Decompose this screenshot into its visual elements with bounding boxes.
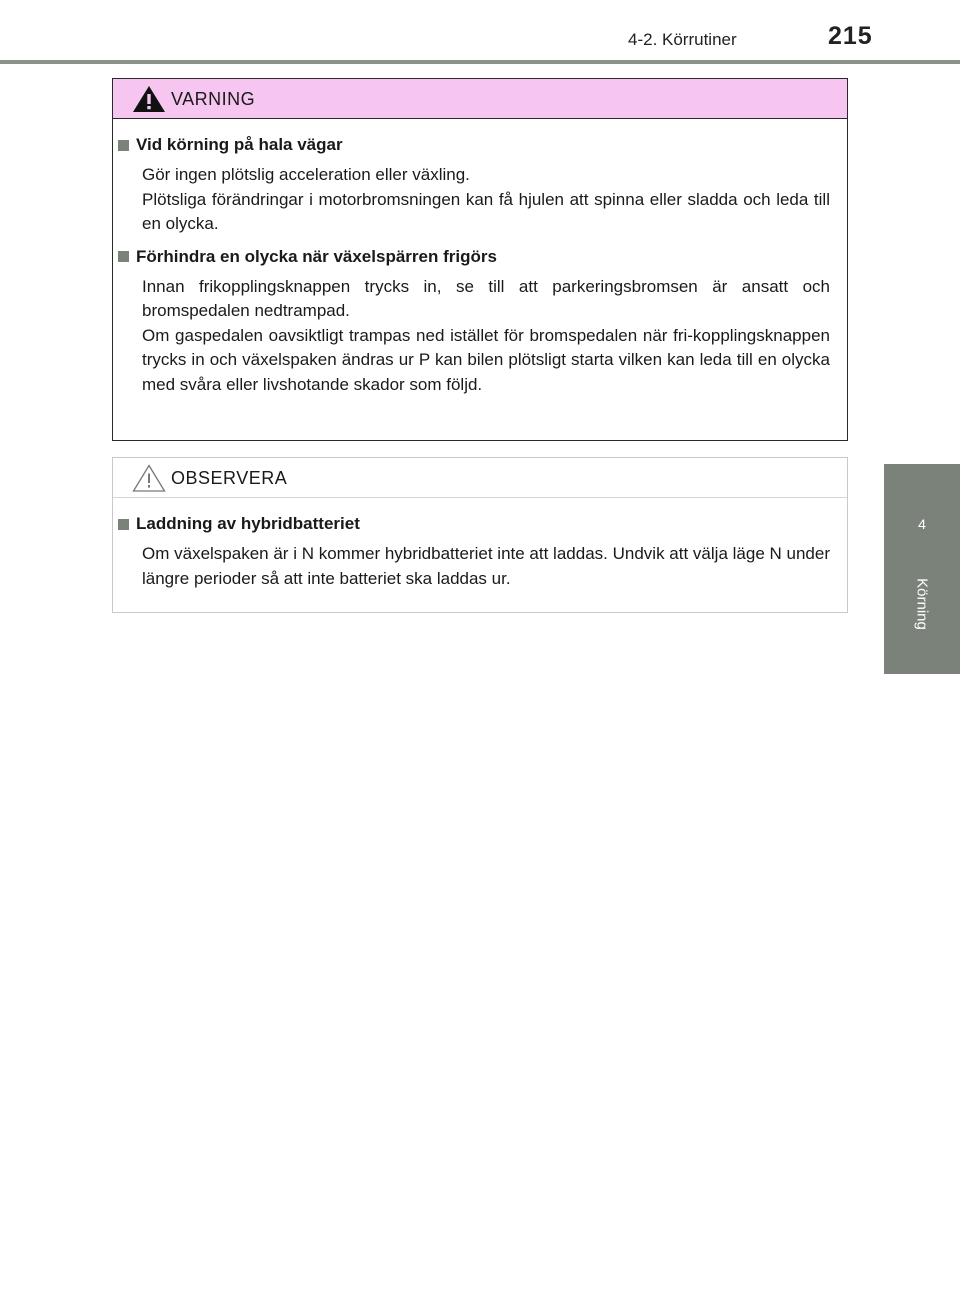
notice-item xyxy=(118,512,830,591)
warning-item-paragraph: Om gaspedalen oavsiktligt trampas ned istället för bromspedalen när fri-kopplingsknappen trycks in och växelspaken ändras ur P kan bilen plötsligt starta vilken kan leda till en olycka med svåra eller livshotande skador som följd. xyxy=(142,325,830,394)
caution-triangle-icon xyxy=(131,463,167,493)
page-number: 215 xyxy=(828,22,873,50)
warning-item-paragraph: Plötsliga förändringar i motorbromsningen kan få hjulen att spinna eller sladda och leda till en olycka. xyxy=(142,189,830,233)
square-bullet-icon xyxy=(118,519,129,530)
chapter-label: Körning xyxy=(913,578,931,630)
square-bullet-icon xyxy=(118,140,129,151)
warning-box xyxy=(112,78,848,441)
notice-title: OBSERVERA xyxy=(171,468,288,488)
warning-item-title: Vid körning på hala vägar xyxy=(136,135,343,154)
notice-item-paragraph: Om växelspaken är i N kommer hybridbatteriet inte att laddas. Undvik att välja läge N under längre perioder så att inte batteriet ska laddas ur. xyxy=(142,544,830,588)
warning-title: VARNING xyxy=(171,89,256,109)
notice-item-title: Laddning av hybridbatteriet xyxy=(136,514,360,533)
warning-item xyxy=(118,133,830,237)
chapter-number: 4 xyxy=(918,516,926,532)
notice-body xyxy=(113,498,847,591)
notice-header xyxy=(113,458,847,498)
header-rule xyxy=(0,60,960,64)
header-section-title: 4-2. Körrutiner xyxy=(628,30,737,49)
warning-item-paragraph: Innan frikopplingsknappen trycks in, se till att parkeringsbromsen är ansatt och bromspedalen nedtrampad. xyxy=(142,276,830,320)
warning-header xyxy=(113,79,847,119)
square-bullet-icon xyxy=(118,251,129,262)
chapter-side-tab[interactable] xyxy=(884,464,960,674)
warning-triangle-icon xyxy=(131,84,167,114)
notice-box xyxy=(112,457,848,613)
warning-item-title: Förhindra en olycka när växelspärren frigörs xyxy=(136,246,497,266)
warning-item-paragraph: Gör ingen plötslig acceleration eller växling. xyxy=(142,165,470,184)
warning-item xyxy=(118,245,830,398)
warning-body xyxy=(113,119,847,397)
